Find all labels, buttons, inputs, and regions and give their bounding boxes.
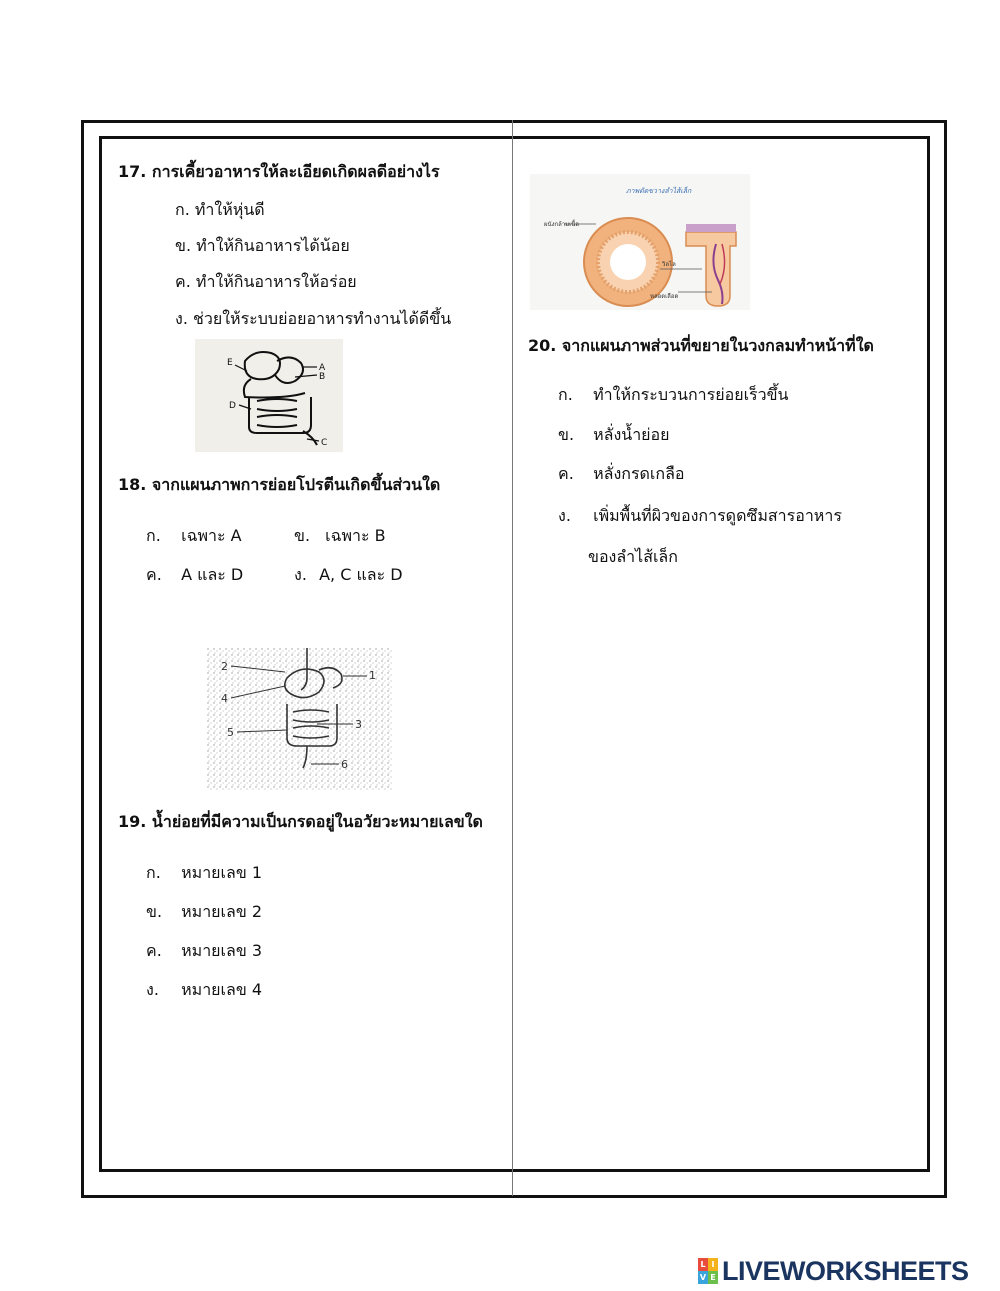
option-letter: ง. bbox=[146, 980, 159, 999]
fig20-label-villi: วิลไล bbox=[662, 261, 676, 268]
q18-option-b[interactable] bbox=[294, 524, 386, 549]
option-letter: ก. bbox=[146, 863, 161, 882]
q20-option-b[interactable] bbox=[558, 423, 670, 448]
option-letter: ง. bbox=[175, 309, 188, 328]
fig19-label-3: 3 bbox=[355, 718, 362, 731]
fig20-label-wall: ผนังกล้ามเนื้อ bbox=[544, 221, 579, 228]
small-intestine-cross-section-figure bbox=[530, 174, 750, 310]
digestive-system-figure-18 bbox=[195, 339, 343, 452]
option-text: หลั่งกรดเกลือ bbox=[593, 464, 685, 483]
option-text: A, C และ D bbox=[319, 565, 403, 584]
option-letter: ค. bbox=[146, 565, 162, 584]
option-text: หมายเลข 3 bbox=[181, 941, 263, 960]
fig18-label-b: B bbox=[319, 372, 326, 382]
option-text: หมายเลข 4 bbox=[181, 980, 263, 999]
liveworksheets-logo bbox=[698, 1256, 969, 1286]
option-letter: ข. bbox=[294, 526, 311, 545]
option-text: ทำให้กินอาหารให้อร่อย bbox=[195, 272, 357, 291]
option-letter: ง. bbox=[294, 565, 307, 584]
logo-letter: L bbox=[698, 1258, 708, 1271]
question-18-title: 18. จากแผนภาพการย่อยโปรตีนเกิดขึ้นส่วนใด bbox=[118, 475, 441, 494]
option-text: ทำให้หุ่นดี bbox=[194, 200, 265, 219]
option-text: หมายเลข 1 bbox=[181, 863, 263, 882]
option-text: หลั่งน้ำย่อย bbox=[593, 425, 670, 444]
q20-option-d[interactable] bbox=[558, 504, 842, 529]
option-letter: ค. bbox=[146, 941, 162, 960]
logo-mark-icon bbox=[698, 1258, 718, 1284]
option-letter: ค. bbox=[175, 272, 191, 291]
digestive-system-figure-19 bbox=[207, 648, 393, 790]
option-letter: ก. bbox=[146, 526, 161, 545]
q18-option-c[interactable] bbox=[146, 563, 243, 588]
option-letter: ง. bbox=[558, 506, 571, 525]
q20-option-d-continuation: ของลำไส้เล็ก bbox=[588, 547, 678, 566]
option-text: เฉพาะ B bbox=[325, 526, 386, 545]
q19-option-c[interactable] bbox=[146, 939, 262, 964]
option-text: ทำให้กินอาหารได้น้อย bbox=[196, 236, 350, 255]
q19-option-b[interactable] bbox=[146, 900, 262, 925]
option-letter: ค. bbox=[558, 464, 574, 483]
logo-letter: E bbox=[708, 1271, 718, 1284]
logo-text: LIVEWORKSHEETS bbox=[722, 1255, 969, 1286]
fig20-label-vessel: หลอดเลือด bbox=[650, 293, 679, 300]
q17-option-c[interactable] bbox=[175, 270, 357, 295]
option-letter: ก. bbox=[175, 200, 190, 219]
q17-option-a[interactable] bbox=[175, 198, 265, 223]
fig18-label-c: C bbox=[321, 438, 328, 448]
option-text: หมายเลข 2 bbox=[181, 902, 263, 921]
fig19-label-2: 2 bbox=[221, 660, 228, 673]
q19-option-a[interactable] bbox=[146, 861, 262, 886]
option-text: ช่วยให้ระบบย่อยอาหารทำงานได้ดีขึ้น bbox=[193, 309, 452, 328]
q20-option-a[interactable] bbox=[558, 383, 788, 408]
fig18-label-d: D bbox=[229, 401, 236, 411]
option-letter: ข. bbox=[175, 236, 192, 255]
q17-option-d[interactable] bbox=[175, 307, 451, 332]
fig18-label-e: E bbox=[227, 358, 233, 368]
option-text: ทำให้กระบวนการย่อยเร็วขึ้น bbox=[593, 385, 789, 404]
question-20-title: 20. จากแผนภาพส่วนที่ขยายในวงกลมทำหน้าที่ใด bbox=[528, 336, 874, 355]
fig20-title: ภาพตัดขวางลำไส้เล็ก bbox=[626, 187, 692, 195]
q19-option-d[interactable] bbox=[146, 978, 262, 1003]
option-letter: ข. bbox=[146, 902, 163, 921]
question-17-title: 17. การเคี้ยวอาหารให้ละเอียดเกิดผลดีอย่างไร bbox=[118, 162, 440, 181]
q18-option-d[interactable] bbox=[294, 563, 403, 588]
option-text: เพิ่มพื้นที่ผิวของการดูดซึมสารอาหาร bbox=[593, 506, 842, 525]
q18-option-a[interactable] bbox=[146, 524, 242, 549]
option-text: A และ D bbox=[181, 565, 244, 584]
q20-option-c[interactable] bbox=[558, 462, 685, 487]
q17-option-b[interactable] bbox=[175, 234, 350, 259]
logo-letter: V bbox=[699, 1273, 707, 1282]
question-19-title: 19. น้ำย่อยที่มีความเป็นกรดอยู่ในอวัยวะหมายเลขใด bbox=[118, 812, 483, 831]
fig18-label-a: A bbox=[319, 363, 326, 373]
option-letter: ข. bbox=[558, 425, 575, 444]
column-divider bbox=[512, 120, 513, 1196]
option-letter: ก. bbox=[558, 385, 573, 404]
option-text: เฉพาะ A bbox=[181, 526, 242, 545]
fig19-label-4: 4 bbox=[221, 692, 228, 705]
logo-letter: I bbox=[708, 1258, 718, 1271]
fig19-label-1: 1 bbox=[369, 669, 376, 682]
fig19-label-5: 5 bbox=[227, 726, 234, 739]
fig19-label-6: 6 bbox=[341, 758, 348, 771]
